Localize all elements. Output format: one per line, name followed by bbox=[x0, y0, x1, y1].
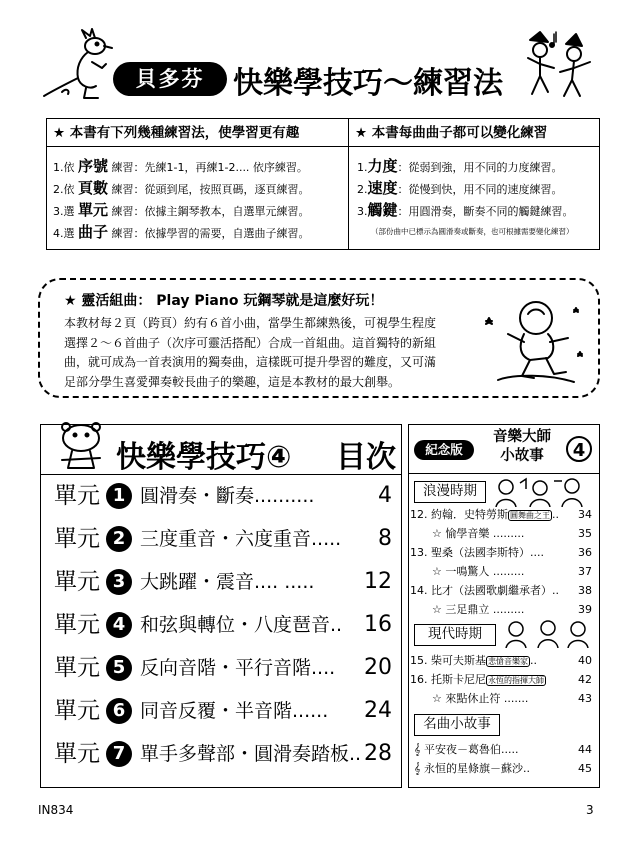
toc-item[interactable]: 單元 4 和弦與轉位・八度琶音.. 16 bbox=[54, 612, 392, 638]
story-item[interactable]: 14. 比才（法國歌劇繼承者）.. 38 bbox=[410, 584, 592, 597]
methods-left-header: ★ 本書有下列幾種練習法，使學習更有趣 bbox=[47, 119, 349, 147]
toc-title-contents: 目次 bbox=[336, 440, 396, 475]
methods-right-header: ★ 本書每曲曲子都可以變化練習 bbox=[349, 119, 599, 147]
story-item[interactable]: 𝄞 永恒的星條旗－蘇沙.. 45 bbox=[414, 762, 592, 775]
story-item[interactable]: 13. 聖桑（法國李斯特）.... 36 bbox=[410, 546, 592, 559]
story-item[interactable]: ☆ 來點休止符 ....... 43 bbox=[432, 692, 592, 705]
method-right-item: 1.力度：從弱到強，用不同的力度練習。 bbox=[357, 157, 563, 175]
method-left-item: 2.依 頁數 練習：從頭到尾，按照頁碼，逐頁練習。 bbox=[53, 179, 310, 197]
toc-divider bbox=[40, 474, 402, 475]
story-item[interactable]: 𝄞 平安夜－葛魯伯..... 44 bbox=[414, 743, 592, 756]
method-left-item: 1.依 序號 練習：先練1-1，再練1-2.... 依序練習。 bbox=[53, 157, 308, 175]
flexible-suite-line: 曲，就可成為一首表演用的獨奏曲，這樣既可提升學習的難度，又可滿 bbox=[64, 355, 437, 369]
story-item[interactable]: 15. 柴可夫斯基 悲愴音樂家 .. 40 bbox=[410, 654, 592, 667]
stories-divider bbox=[408, 473, 600, 474]
toc-item[interactable]: 單元 6 同音反覆・半音階...... 24 bbox=[54, 698, 392, 724]
beethoven-badge: 貝多芬 bbox=[113, 62, 227, 96]
flexible-suite-title: ★ 靈活組曲： Play Piano 玩鋼琴就是這麼好玩！ bbox=[64, 293, 384, 309]
story-item[interactable]: ☆ 一鳴驚人 ......... 37 bbox=[432, 565, 592, 578]
story-item[interactable]: ☆ 三足鼎立 ......... 39 bbox=[432, 603, 592, 616]
toc-title: 快樂學技巧④ bbox=[116, 440, 292, 475]
story-item[interactable]: ☆ 愉學音樂 ......... 35 bbox=[432, 527, 592, 540]
method-left-item: 3.選 單元 練習：依據主鋼琴教本，自選單元練習。 bbox=[53, 201, 310, 219]
method-left-item: 4.選 曲子 練習：依據學習的需要，自選曲子練習。 bbox=[53, 223, 310, 241]
story-item[interactable]: 16. 托斯卡尼尼 永恆的指揮大師 42 bbox=[410, 673, 592, 686]
stories-volume-number: 4 bbox=[566, 436, 592, 462]
romantic-composers-illustration bbox=[492, 477, 592, 507]
modern-composers-illustration bbox=[500, 618, 594, 648]
methods-note: （部份曲中已標示為圓滑奏或斷奏，也可根據需要變化練習） bbox=[371, 227, 574, 236]
flexible-suite-line: 本教材每２頁（跨頁）約有６首小曲，當學生都練熟後，可視學生程度 bbox=[64, 316, 437, 330]
toc-item[interactable]: 單元 7 單手多聲部・圓滑奏踏板.. 28 bbox=[54, 741, 392, 767]
toc-item[interactable]: 單元 1 圓滑奏・斷奏.......... 4 bbox=[54, 483, 392, 509]
method-right-item: 3.觸鍵：用圓滑奏，斷奏不同的觸鍵練習。 bbox=[357, 201, 574, 219]
method-right-item: 2.速度：從慢到快，用不同的速度練習。 bbox=[357, 179, 563, 197]
story-item[interactable]: 12. 約翰．史特勞斯 圓舞曲之王 .. 34 bbox=[410, 508, 592, 521]
kangaroo-illustration bbox=[40, 28, 120, 102]
toc-item[interactable]: 單元 5 反向音階・平行音階.... 20 bbox=[54, 655, 392, 681]
flexible-suite-body bbox=[64, 314, 490, 392]
period-modern-label: 現代時期 bbox=[414, 624, 496, 646]
musicians-illustration bbox=[520, 28, 600, 102]
book-code: IN834 bbox=[38, 803, 74, 817]
flexible-suite-line: 足部分學生喜愛彈奏較長曲子的樂趣，這是本教材的最大創舉。 bbox=[64, 374, 401, 389]
stories-title: 音樂大師 小故事 bbox=[493, 429, 551, 464]
page-number: 3 bbox=[586, 803, 594, 817]
period-famous-songs-label: 名曲小故事 bbox=[414, 714, 500, 736]
flexible-suite-line: 選擇２～６首曲子（次序可靈活搭配）合成一首組曲。這首獨特的新組 bbox=[64, 335, 437, 350]
astronaut-illustration bbox=[478, 294, 588, 390]
hippo-illustration bbox=[52, 420, 110, 474]
toc-item[interactable]: 單元 2 三度重音・六度重音..... 8 bbox=[54, 526, 392, 552]
table-divider bbox=[348, 119, 349, 249]
practice-methods-table bbox=[46, 118, 600, 250]
edition-badge: 紀念版 bbox=[414, 440, 474, 460]
period-romantic-label: 浪漫時期 bbox=[414, 481, 486, 503]
page-title: 快樂學技巧～練習法 bbox=[233, 66, 503, 101]
toc-item[interactable]: 單元 3 大跳躍・震音.... ..... 12 bbox=[54, 569, 392, 595]
